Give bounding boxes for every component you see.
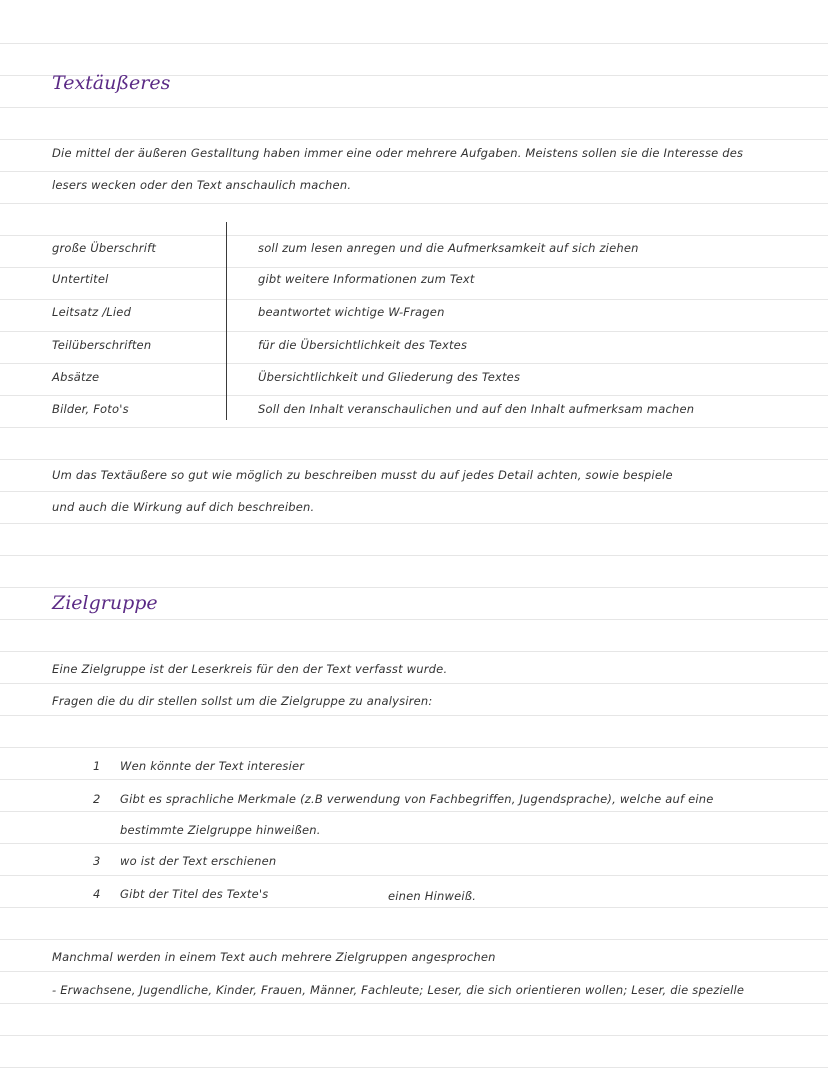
question-text: Gibt es sprachliche Merkmale (z.B verwendung von Fachbegriffen, Jugendsprache), welche auf eine xyxy=(120,792,714,806)
question-number: 2 xyxy=(93,792,101,806)
outro-line-2: und auch die Wirkung auf dich beschreiben. xyxy=(52,500,315,514)
table-term: Teilüberschriften xyxy=(52,338,152,352)
question-text-continued: einen Hinweiß. xyxy=(388,889,477,903)
table-divider-line xyxy=(226,222,227,420)
question-number: 4 xyxy=(93,887,101,901)
table-term: Leitsatz /Lied xyxy=(52,305,132,319)
question-text-continued: bestimmte Zielgruppe hinweißen. xyxy=(120,823,321,837)
outro-line-1: Um das Textäußere so gut wie möglich zu beschreiben musst du auf jedes Detail achten, sowie bespiele xyxy=(52,468,673,482)
definition-line-2: Fragen die du dir stellen sollst um die Zielgruppe zu analysiren: xyxy=(52,694,433,708)
table-term: Untertitel xyxy=(52,272,109,286)
table-desc: beantwortet wichtige W-Fragen xyxy=(258,305,445,319)
intro-line-2: lesers wecken oder den Text anschaulich machen. xyxy=(52,178,352,192)
table-term: große Überschrift xyxy=(52,241,157,255)
closing-line-1: Manchmal werden in einem Text auch mehrere Zielgruppen angesprochen xyxy=(52,950,496,964)
table-desc: soll zum lesen anregen und die Aufmerksamkeit auf sich ziehen xyxy=(258,241,639,255)
table-term: Bilder, Foto's xyxy=(52,402,129,416)
table-desc: gibt weitere Informationen zum Text xyxy=(258,272,475,286)
question-text: Wen könnte der Text interesier xyxy=(120,759,305,773)
definition-line-1: Eine Zielgruppe ist der Leserkreis für den der Text verfasst wurde. xyxy=(52,662,448,676)
intro-line-1: Die mittel der äußeren Gestalltung haben immer eine oder mehrere Aufgaben. Meistens sollen sie die Interesse des xyxy=(52,146,744,160)
question-number: 1 xyxy=(93,759,101,773)
question-number: 3 xyxy=(93,854,101,868)
table-term: Absätze xyxy=(52,370,100,384)
table-desc: Soll den Inhalt veranschaulichen und auf den Inhalt aufmerksam machen xyxy=(258,402,695,416)
closing-line-2: - Erwachsene, Jugendliche, Kinder, Frauen, Männer, Fachleute; Leser, die sich orientieren wollen; Leser, die spezielle xyxy=(52,983,745,997)
section-title-zielgruppe: Zielgruppe xyxy=(52,592,158,614)
table-desc: für die Übersichtlichkeit des Textes xyxy=(258,338,468,352)
question-text: wo ist der Text erschienen xyxy=(120,854,277,868)
table-desc: Übersichtlichkeit und Gliederung des Textes xyxy=(258,370,521,384)
question-text: Gibt der Titel des Texte's xyxy=(120,887,269,901)
section-title-textaeusseres: Textäußeres xyxy=(52,72,171,94)
